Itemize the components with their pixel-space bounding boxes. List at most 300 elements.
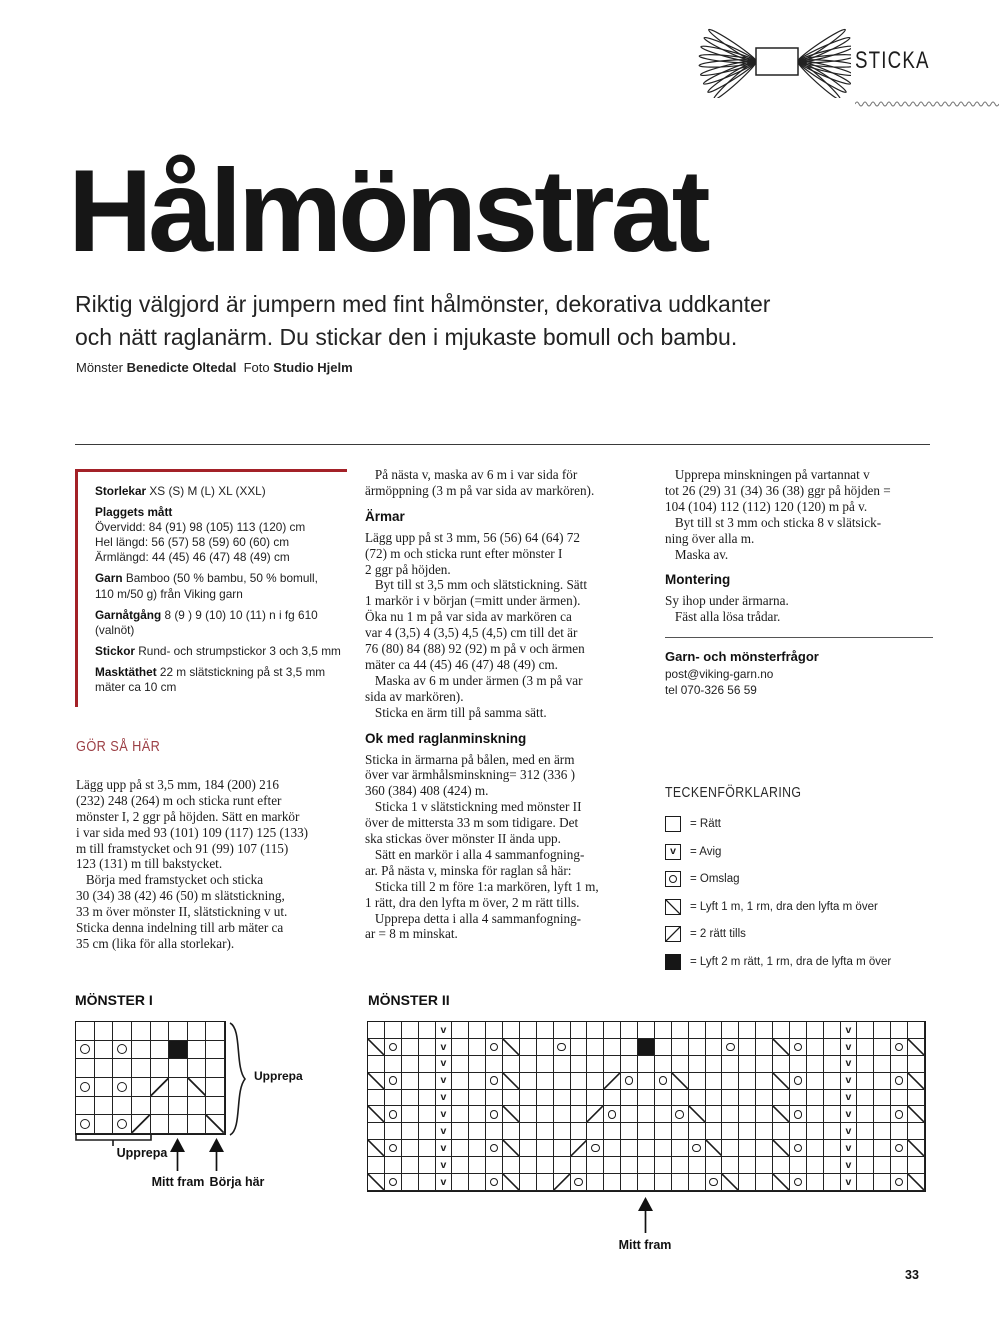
column-heading: Montering [665, 572, 731, 588]
chart-cell [385, 1056, 402, 1073]
avig-symbol: v [440, 1074, 447, 1087]
chart-cell [621, 1106, 638, 1123]
chart-cell [655, 1140, 672, 1157]
chart-cell [874, 1022, 891, 1039]
chart-cell [773, 1174, 790, 1191]
chart-cell [689, 1123, 706, 1140]
chart-cell [95, 1041, 114, 1060]
chart-cell [655, 1056, 672, 1073]
chart-cell [503, 1090, 520, 1107]
chart-cell [638, 1022, 655, 1039]
chart-cell [503, 1022, 520, 1039]
chart-cell [436, 1157, 453, 1174]
contact-line: post@viking-garn.no [665, 667, 774, 682]
paragraph [365, 530, 641, 721]
chart-title-monster2: MÖNSTER II [368, 992, 450, 1008]
chart-cell [503, 1073, 520, 1090]
omslag-symbol [659, 1076, 668, 1085]
legend-item [665, 871, 935, 887]
chart-cell [132, 1115, 151, 1134]
chart-cell [857, 1140, 874, 1157]
legend-label: = Lyft 2 m rätt, 1 rm, dra de lyfta m över [690, 955, 892, 968]
chart-cell [368, 1090, 385, 1107]
text-line: 360 (384) 408 (424) m. [365, 783, 489, 799]
text-line: 33 m över mönster II, slätstickning v ut. [76, 904, 288, 920]
chart-cell [756, 1022, 773, 1039]
yarn-skein-icon [693, 22, 851, 98]
text-line: Sticka in ärmarna på bålen, med en ärm [365, 751, 575, 767]
chart-cell [452, 1090, 469, 1107]
chart-cell [188, 1115, 207, 1134]
byline-role: Mönster [76, 360, 127, 375]
chart-cell [706, 1090, 723, 1107]
text-line: 123 (131) m till bakstycket. [76, 856, 223, 872]
knitting-chart-monster2 [367, 1021, 926, 1192]
paragraph [665, 593, 933, 625]
omslag-symbol [895, 1076, 904, 1085]
chart-cell [76, 1115, 95, 1134]
chart-cell [436, 1140, 453, 1157]
chart-cell [841, 1140, 858, 1157]
chart-cell [188, 1097, 207, 1116]
chart-cell [419, 1022, 436, 1039]
chart-cell [402, 1090, 419, 1107]
chart-cell [739, 1106, 756, 1123]
omslag-symbol [389, 1144, 398, 1153]
chart-cell [554, 1123, 571, 1140]
chart-cell [402, 1157, 419, 1174]
text-line: ärmöppning (3 m på var sida av markören). [365, 482, 595, 498]
text-line: var 4 (3,5) 4 (3,5) 4,5 (4,5) cm till det är [365, 625, 578, 641]
chart-cell [908, 1056, 925, 1073]
omslag-symbol [895, 1110, 904, 1119]
chart-cell [95, 1115, 114, 1134]
page-number: 33 [905, 1268, 919, 1282]
omslag-symbol [490, 1110, 499, 1119]
chart-cell [604, 1106, 621, 1123]
chart-cell [604, 1174, 621, 1191]
chart-cell [891, 1056, 908, 1073]
chart-cell [554, 1157, 571, 1174]
chart-cell [452, 1056, 469, 1073]
text-line: 76 (80) 84 (88) 92 (92) m på v och ärmen [365, 641, 585, 657]
chart-cell [638, 1123, 655, 1140]
column-heading: Ok med raglanminskning [365, 730, 527, 746]
avig-symbol: v [845, 1158, 852, 1171]
chart-cell [402, 1073, 419, 1090]
chart-cell [571, 1022, 588, 1039]
chart-cell [436, 1039, 453, 1056]
text-line: Sticka till 2 m före 1:a markören, lyft 1 m, [365, 878, 599, 894]
column-heading: Ärmar [365, 508, 405, 524]
chart-cell [638, 1106, 655, 1123]
column-right [665, 467, 933, 698]
chart-cell [206, 1078, 225, 1097]
chart-cell [402, 1140, 419, 1157]
text-line: över de mittersta 33 m som tidigare. Det [365, 815, 579, 831]
chart-cell [520, 1039, 537, 1056]
legend-symbol [665, 816, 681, 832]
chart-cell [151, 1022, 170, 1041]
paragraph [76, 777, 342, 952]
chart-cell [503, 1039, 520, 1056]
avig-symbol: v [440, 1023, 447, 1036]
omslag-symbol [117, 1044, 127, 1054]
chart-cell [188, 1078, 207, 1097]
chart-cell [402, 1174, 419, 1191]
intro-text [75, 288, 770, 354]
text-line: Öka nu 1 m på var sida av markören ca [365, 609, 572, 625]
chart-cell [520, 1157, 537, 1174]
legend-symbol [665, 899, 681, 915]
omslag-symbol [389, 1178, 398, 1187]
paragraph [365, 752, 641, 943]
chart-cell [841, 1157, 858, 1174]
chart-cell [113, 1022, 132, 1041]
chart-cell [604, 1039, 621, 1056]
chart-cell [469, 1090, 486, 1107]
chart-cell [824, 1157, 841, 1174]
text-line: Maska av 6 m under ärmen (3 m på var [365, 672, 583, 688]
chart-cell [486, 1039, 503, 1056]
chart-cell [132, 1097, 151, 1116]
text-line: (232) 248 (264) m och sticka runt efter [76, 792, 282, 808]
chart-cell [874, 1157, 891, 1174]
omslag-symbol [709, 1178, 718, 1187]
chart-cell [436, 1123, 453, 1140]
chart-cell [739, 1123, 756, 1140]
column-middle [365, 467, 641, 942]
chart-cell [908, 1174, 925, 1191]
chart-cell [722, 1039, 739, 1056]
chart-cell [638, 1157, 655, 1174]
chart-cell [571, 1123, 588, 1140]
chart-cell [419, 1073, 436, 1090]
chart-cell [891, 1039, 908, 1056]
pattern-info-box [75, 469, 347, 707]
chart-cell [891, 1123, 908, 1140]
chart-cell [824, 1106, 841, 1123]
chart-cell [537, 1022, 554, 1039]
chart-cell [385, 1090, 402, 1107]
chart-cell [587, 1022, 604, 1039]
horizontal-rule [75, 444, 930, 445]
info-row: Hel längd: 56 (57) 58 (59) 60 (60) cm [95, 535, 290, 550]
chart-cell [689, 1039, 706, 1056]
chart-cell [368, 1106, 385, 1123]
chart-cell [891, 1157, 908, 1174]
chart-cell [520, 1090, 537, 1107]
chart-cell [537, 1140, 554, 1157]
chart-cell [520, 1022, 537, 1039]
chart-cell [756, 1056, 773, 1073]
chart-cell [151, 1097, 170, 1116]
chart-cell [824, 1056, 841, 1073]
chart-cell [151, 1115, 170, 1134]
chart-cell [756, 1039, 773, 1056]
text-line: Sticka en ärm till på samma sätt. [365, 704, 547, 720]
chart-cell [587, 1174, 604, 1191]
section-heading-gor-sa-har: GÖR SÅ HÄR [76, 738, 161, 755]
chart-cell [436, 1174, 453, 1191]
chart-cell [655, 1157, 672, 1174]
chart-cell [672, 1123, 689, 1140]
avig-symbol: v [440, 1124, 447, 1137]
chart-cell [790, 1174, 807, 1191]
chart-cell [672, 1140, 689, 1157]
chart-cell [891, 1090, 908, 1107]
chart-cell [95, 1097, 114, 1116]
text-line: sida av markören). [365, 688, 464, 704]
chart-cell [807, 1039, 824, 1056]
chart-cell [790, 1090, 807, 1107]
chart-cell [587, 1056, 604, 1073]
info-row: (valnöt) [95, 622, 135, 637]
chart-cell [790, 1039, 807, 1056]
chart-cell [206, 1022, 225, 1041]
chart-cell [722, 1056, 739, 1073]
legend-item [665, 954, 935, 970]
label-mitt-fram-1: Mitt fram [151, 1175, 205, 1189]
chart-cell [638, 1174, 655, 1191]
chart-cell [807, 1073, 824, 1090]
chart-cell [537, 1056, 554, 1073]
chart-cell [169, 1115, 188, 1134]
chart-title-monster1: MÖNSTER I [75, 992, 153, 1008]
chart-cell [841, 1174, 858, 1191]
chart-cell [587, 1090, 604, 1107]
chart-cell [689, 1056, 706, 1073]
chart-cell [807, 1140, 824, 1157]
chart-cell [908, 1157, 925, 1174]
avig-symbol: v [845, 1108, 852, 1121]
avig-symbol: v [440, 1108, 447, 1121]
chart-cell [604, 1157, 621, 1174]
chart-cell [689, 1174, 706, 1191]
chart-cell [537, 1073, 554, 1090]
chart-cell [638, 1039, 655, 1056]
chart-cell [874, 1140, 891, 1157]
chart-cell [169, 1097, 188, 1116]
chart-cell [604, 1073, 621, 1090]
info-row: Övervidd: 84 (91) 98 (105) 113 (120) cm [95, 520, 306, 535]
chart-cell [706, 1174, 723, 1191]
chart-cell [503, 1056, 520, 1073]
chart-cell [151, 1041, 170, 1060]
chart-cell [95, 1059, 114, 1078]
text-line: tot 26 (29) 31 (34) 36 (38) ggr på höjden = [665, 482, 891, 498]
chart-cell [857, 1073, 874, 1090]
omslag-symbol [895, 1043, 904, 1052]
chart-cell [469, 1106, 486, 1123]
chart-cell [621, 1157, 638, 1174]
chart-cell [706, 1039, 723, 1056]
chart-cell [756, 1174, 773, 1191]
legend-title: TECKENFÖRKLARING [665, 784, 802, 801]
info-row: Garn Bamboo (50 % bambu, 50 % bomull, [95, 571, 318, 586]
chart-cell [537, 1123, 554, 1140]
chart-cell [638, 1056, 655, 1073]
info-row: mäter ca 10 cm [95, 680, 177, 695]
chart-cell [722, 1140, 739, 1157]
text-line: 35 cm (lika för alla storlekar). [76, 935, 235, 951]
chart-cell [773, 1123, 790, 1140]
chart-cell [486, 1073, 503, 1090]
text-line: mönster I, 2 ggr på höjden. Sätt en markör [76, 808, 300, 824]
chart-cell [554, 1090, 571, 1107]
chart-cell [739, 1140, 756, 1157]
text-line: Sticka 1 v slätstickning med mönster II [365, 799, 582, 815]
chart-cell [689, 1157, 706, 1174]
chart-cell [857, 1039, 874, 1056]
chart-cell [672, 1022, 689, 1039]
chart-cell [621, 1123, 638, 1140]
text-line: Fäst alla lösa trådar. [665, 609, 781, 625]
chart-cell [469, 1140, 486, 1157]
omslag-symbol [692, 1144, 701, 1153]
chart-cell [452, 1140, 469, 1157]
chart-cell [469, 1056, 486, 1073]
text-line: Lägg upp på st 3 mm, 56 (56) 64 (64) 72 [365, 529, 580, 545]
chart-cell [841, 1039, 858, 1056]
chart-cell [452, 1106, 469, 1123]
chart-cell [76, 1022, 95, 1041]
chart-cell [773, 1073, 790, 1090]
chart-cell [824, 1123, 841, 1140]
chart-cell [469, 1157, 486, 1174]
chart-cell [520, 1073, 537, 1090]
chart-cell [807, 1056, 824, 1073]
avig-symbol: v [845, 1091, 852, 1104]
avig-symbol: v [440, 1040, 447, 1053]
chart-cell [469, 1123, 486, 1140]
column-rule [665, 637, 933, 638]
chart-cell [385, 1039, 402, 1056]
text-line: i var sida med 93 (101) 109 (117) 125 (133) [76, 824, 309, 840]
chart-cell [537, 1174, 554, 1191]
chart-cell [169, 1022, 188, 1041]
chart-cell [807, 1123, 824, 1140]
chart-cell [385, 1140, 402, 1157]
legend-item [665, 844, 935, 860]
chart-cell [537, 1039, 554, 1056]
avig-symbol: v [845, 1023, 852, 1036]
legend-label: = Avig [690, 845, 722, 858]
chart-cell [621, 1022, 638, 1039]
text-line: 104 (104) 112 (112) 120 (120) m på v. [665, 498, 868, 514]
chart-cell [739, 1056, 756, 1073]
chart-cell [706, 1140, 723, 1157]
chart-cell [722, 1106, 739, 1123]
chart-cell [722, 1157, 739, 1174]
repeat-brace [227, 1021, 249, 1137]
chart-cell [206, 1041, 225, 1060]
text-line: 1 rätt, dra den lyfta m över, 2 m rätt tills. [365, 894, 580, 910]
chart-cell [206, 1115, 225, 1134]
legend-symbol [665, 954, 681, 970]
text-line: (72) m och sticka runt efter mönster I [365, 545, 563, 561]
chart-cell [891, 1106, 908, 1123]
chart-cell [824, 1073, 841, 1090]
chart-cell [503, 1106, 520, 1123]
omslag-symbol [625, 1076, 634, 1085]
chart-cell [537, 1106, 554, 1123]
info-row: Storlekar XS (S) M (L) XL (XXL) [95, 484, 266, 498]
chart-cell [722, 1090, 739, 1107]
text-line: 30 (34) 38 (42) 46 (50) m slätstickning, [76, 888, 285, 904]
omslag-symbol [389, 1043, 398, 1052]
chart-cell [587, 1106, 604, 1123]
chart-cell [655, 1174, 672, 1191]
text-line: ska stickas över mönster II ända upp. [365, 831, 561, 847]
text-line: Lägg upp på st 3,5 mm, 184 (200) 216 [76, 776, 279, 792]
chart-cell [537, 1157, 554, 1174]
chart-cell [638, 1090, 655, 1107]
chart-cell [486, 1022, 503, 1039]
chart-cell [554, 1106, 571, 1123]
chart-cell [874, 1056, 891, 1073]
text-line: Upprepa detta i alla 4 sammanfogning- [365, 910, 582, 926]
arrow-borja-har [208, 1137, 225, 1172]
chart-cell [486, 1056, 503, 1073]
omslag-symbol [117, 1119, 127, 1129]
chart-cell [824, 1022, 841, 1039]
chart-cell [419, 1174, 436, 1191]
chart-cell [587, 1123, 604, 1140]
chart-cell [773, 1090, 790, 1107]
chart-cell [857, 1022, 874, 1039]
chart-cell [874, 1174, 891, 1191]
chart-cell [908, 1140, 925, 1157]
chart-cell [655, 1073, 672, 1090]
chart-cell [621, 1056, 638, 1073]
chart-cell [739, 1073, 756, 1090]
chart-cell [503, 1174, 520, 1191]
chart-cell [587, 1073, 604, 1090]
chart-cell [469, 1174, 486, 1191]
chart-cell [655, 1090, 672, 1107]
chart-cell [486, 1140, 503, 1157]
chart-cell [587, 1140, 604, 1157]
arrow-mitt-fram-2 [637, 1196, 654, 1234]
chart-cell [385, 1106, 402, 1123]
byline-role: Foto [236, 360, 274, 375]
chart-cell [436, 1022, 453, 1039]
chart-cell [503, 1157, 520, 1174]
chart-cell [169, 1078, 188, 1097]
omslag-symbol [669, 875, 678, 884]
chart-cell [554, 1056, 571, 1073]
chart-cell [824, 1174, 841, 1191]
text-line: Sticka denna indelning till arb mäter ca [76, 920, 284, 936]
chart-cell [419, 1106, 436, 1123]
chart-cell [621, 1090, 638, 1107]
chart-cell [908, 1039, 925, 1056]
chart-cell [402, 1123, 419, 1140]
chart-cell [891, 1140, 908, 1157]
column-left [76, 739, 342, 952]
chart-cell [655, 1106, 672, 1123]
chart-cell [672, 1090, 689, 1107]
chart-cell [841, 1056, 858, 1073]
omslag-symbol [80, 1119, 90, 1129]
chart-cell [756, 1140, 773, 1157]
text-line: På nästa v, maska av 6 m i var sida för [365, 467, 578, 482]
text-line: Byt till st 3,5 mm och slätstickning. Sätt [365, 577, 587, 593]
chart-cell [689, 1106, 706, 1123]
chart-cell [689, 1090, 706, 1107]
chart-cell [891, 1174, 908, 1191]
